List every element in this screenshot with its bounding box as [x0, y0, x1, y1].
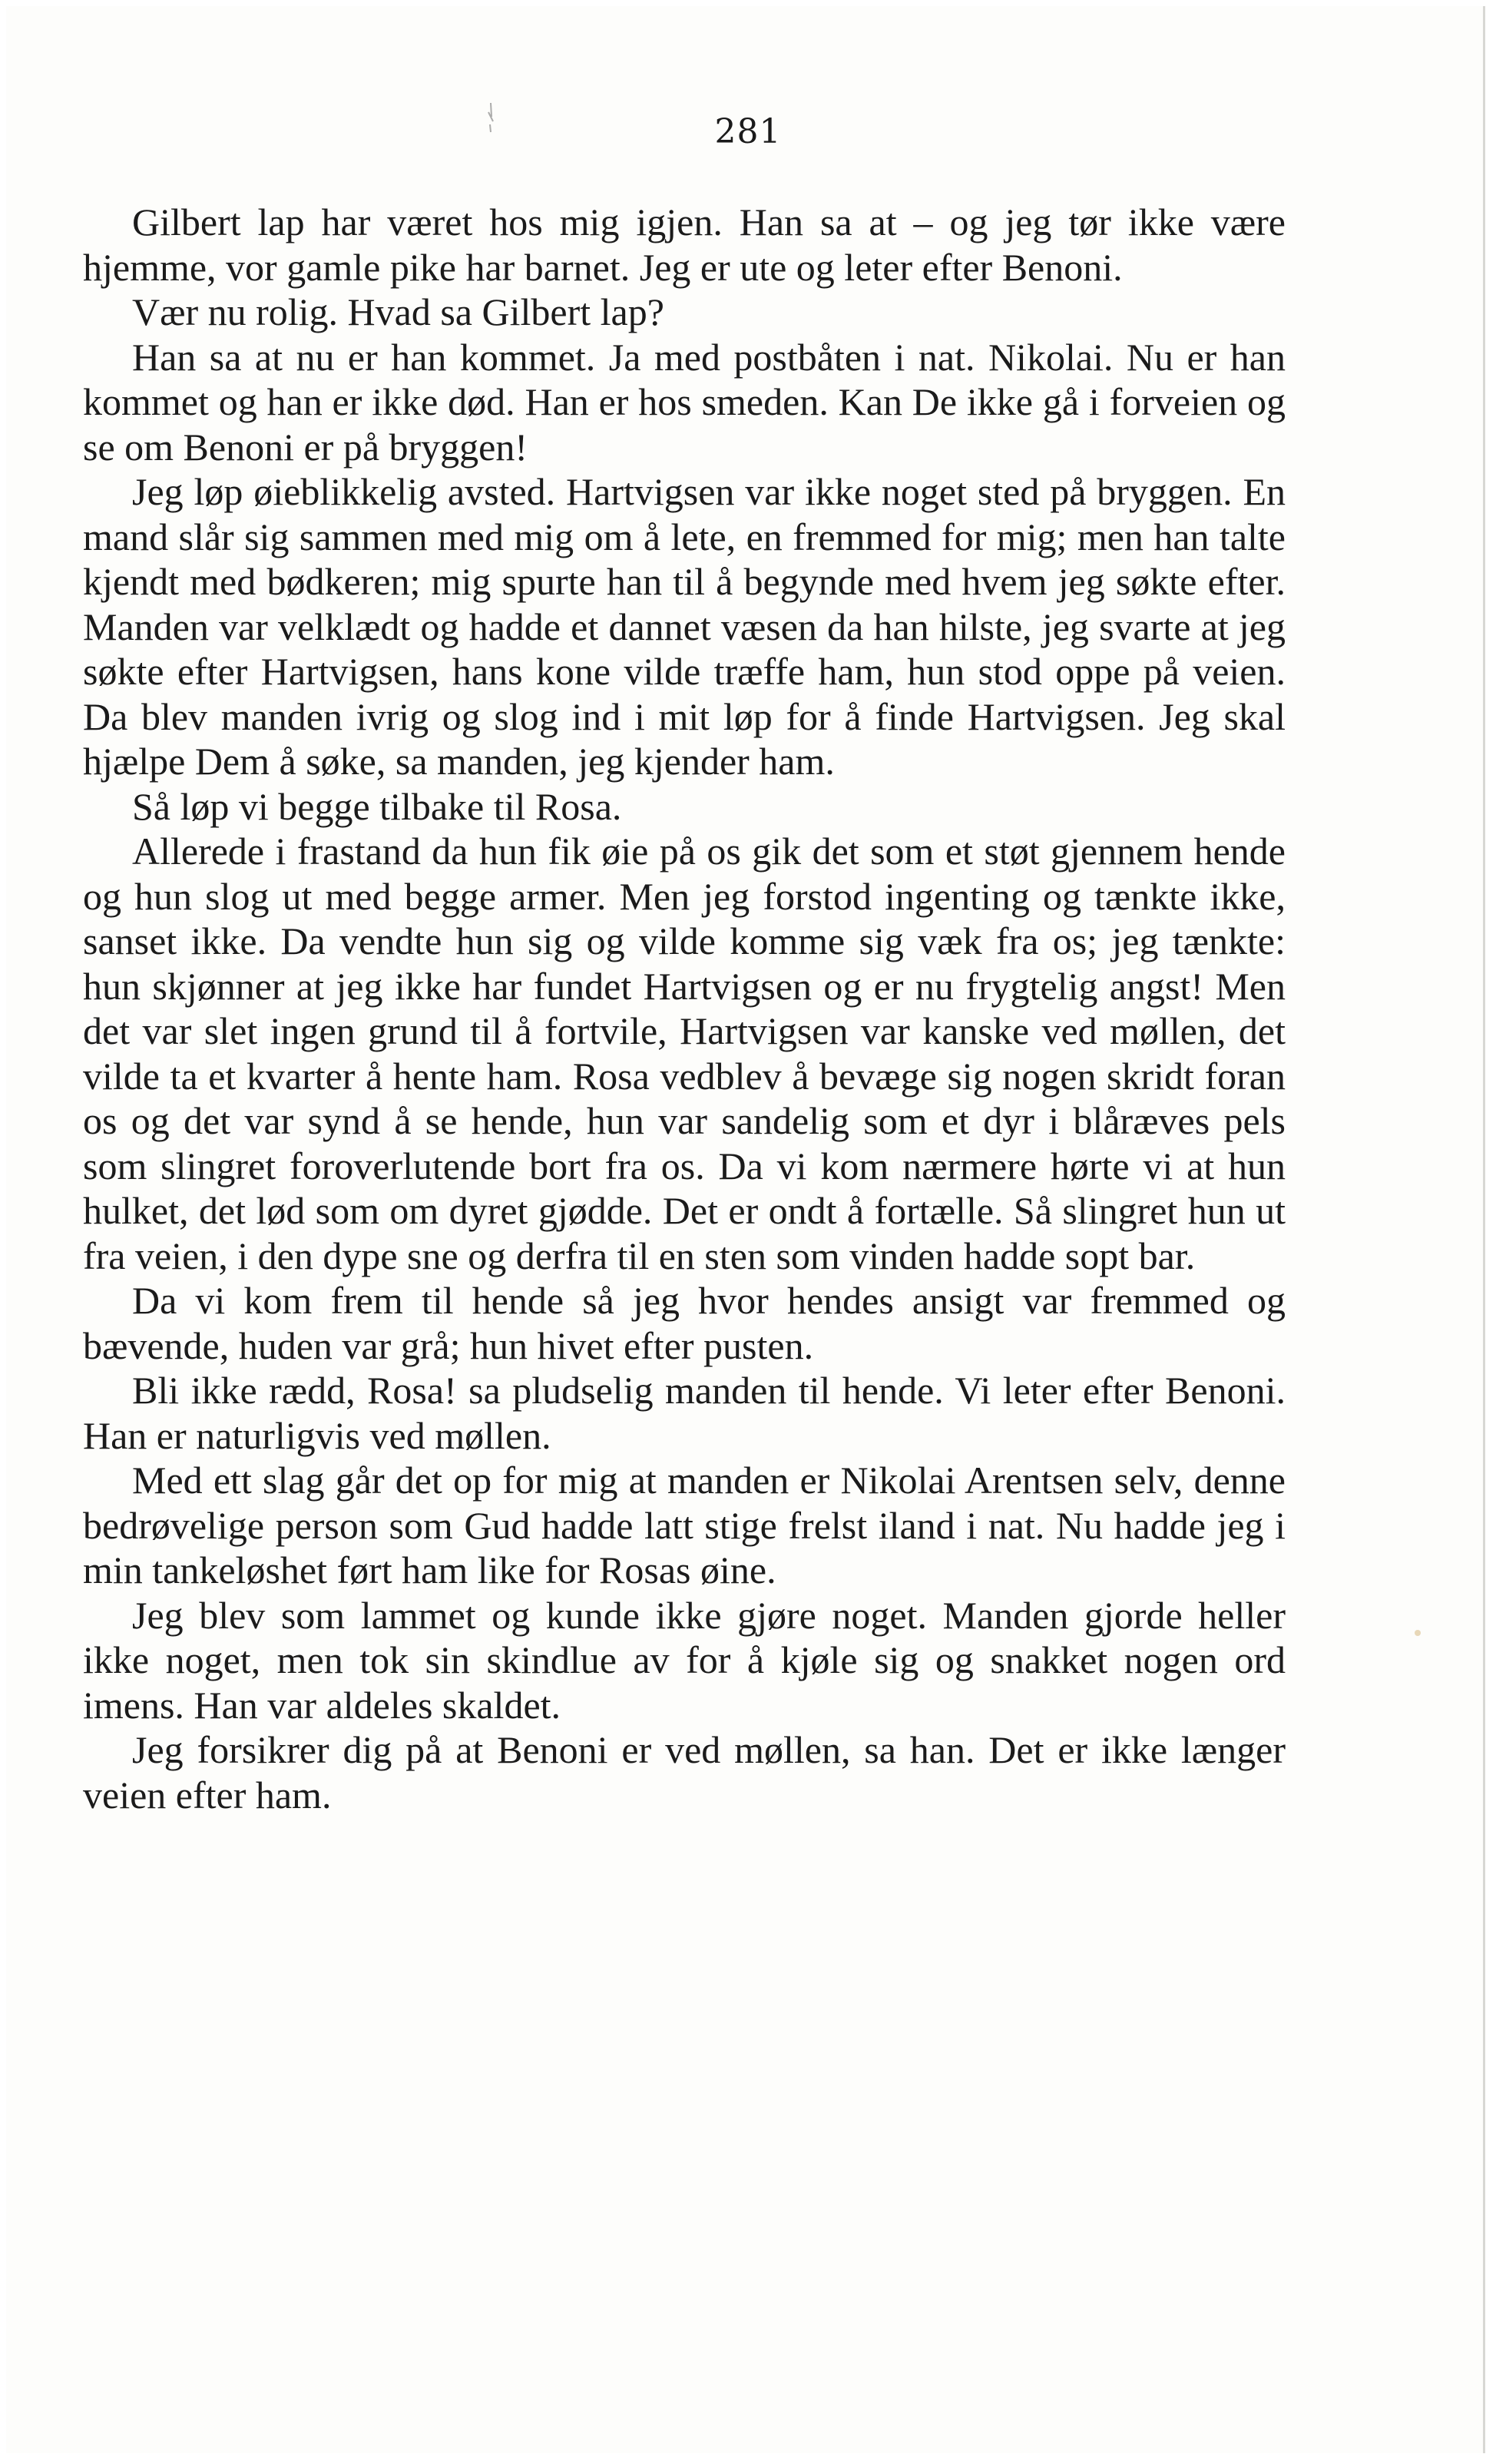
paragraph: Vær nu rolig. Hvad sa Gilbert lap?	[132, 290, 664, 333]
paragraph: Jeg forsikrer dig på at Benoni er ved møllen, sa han. Det er ikke længer veien efter ham.	[83, 1728, 1286, 1817]
paragraph: Jeg løp øieblikkelig avsted. Hartvigsen var ikke noget sted på bryggen. En mand slår sig sammen med mig om å lete, en fremmed for mig; men han talte kjendt med bødkeren; mig spurte han til å begynde med hvem jeg søkte efter. Manden var velklædt og hadde et dannet væsen da han hilste, jeg svarte at jeg søkte efter Hartvigsen, hans kone vilde træffe ham, hun stod oppe på veien. Da blev manden ivrig og slog ind i mit løp for å finde Hartvigsen. Jeg skal hjælpe Dem å søke, sa manden, jeg kjender ham.	[83, 470, 1286, 783]
paragraph: Med ett slag går det op for mig at manden er Nikolai Arentsen selv, denne bedrøvelige person som Gud hadde latt stige frelst iland i nat. Nu hadde jeg i min tankeløshet ført ham like for Rosas øine.	[83, 1459, 1286, 1591]
paragraph: Så løp vi begge tilbake til Rosa.	[132, 784, 622, 828]
paragraph: Allerede i frastand da hun fik øie på os gik det som et støt gjennem hende og hun slog ut med begge armer. Men jeg forstod ingenting og tænkte ikke, sanset ikke. Da vendte hun sig og vilde komme sig væk fra os; jeg tænkte: hun skjønner at jeg ikke har fundet Hartvigsen og er nu frygtelig angst! Men det var slet ingen grund til å fortvile, Hartvigsen var kanske ved møllen, det vilde ta et kvarter å hente ham. Rosa vedblev å bevæge sig nogen skridt foran os og det var synd å se hende, hun var sandelig som et dyr i blåræves pels som slingret foroverlutende bort fra os. Da vi kom nærmere hørte vi at hun hulket, det lød som om dyret gjødde. Det er ondt å fortælle. Så slingret hun ut fra veien, i den dype sne og derfra til en sten som vinden hadde sopt bar.	[83, 830, 1286, 1277]
paragraph: Da vi kom frem til hende så jeg hvor hendes ansigt var fremmed og bævende, huden var grå; hun hivet efter pusten.	[83, 1279, 1286, 1367]
paragraph: Bli ikke rædd, Rosa! sa pludselig manden til hende. Vi leter efter Benoni. Han er naturligvis ved møllen.	[83, 1369, 1286, 1457]
paragraph: Gilbert lap har været hos mig igjen. Han sa at – og jeg tør ikke være hjemme, vor gamle pike har barnet. Jeg er ute og leter efter Benoni.	[83, 200, 1286, 289]
paragraph: Han sa at nu er han kommet. Ja med postbåten i nat. Nikolai. Nu er han kommet og han er ikke død. Han er hos smeden. Kan De ikke gå i forveien og se om Benoni er på bryggen!	[83, 335, 1286, 469]
body-text	[83, 200, 1286, 1817]
margin-speck	[1415, 1630, 1421, 1636]
paragraph: Jeg blev som lammet og kunde ikke gjøre noget. Manden gjorde heller ikke noget, men tok sin skindlue av for å kjøle sig og snakket nogen ord imens. Han var aldeles skaldet.	[83, 1593, 1286, 1727]
page-number: 281	[714, 112, 782, 151]
